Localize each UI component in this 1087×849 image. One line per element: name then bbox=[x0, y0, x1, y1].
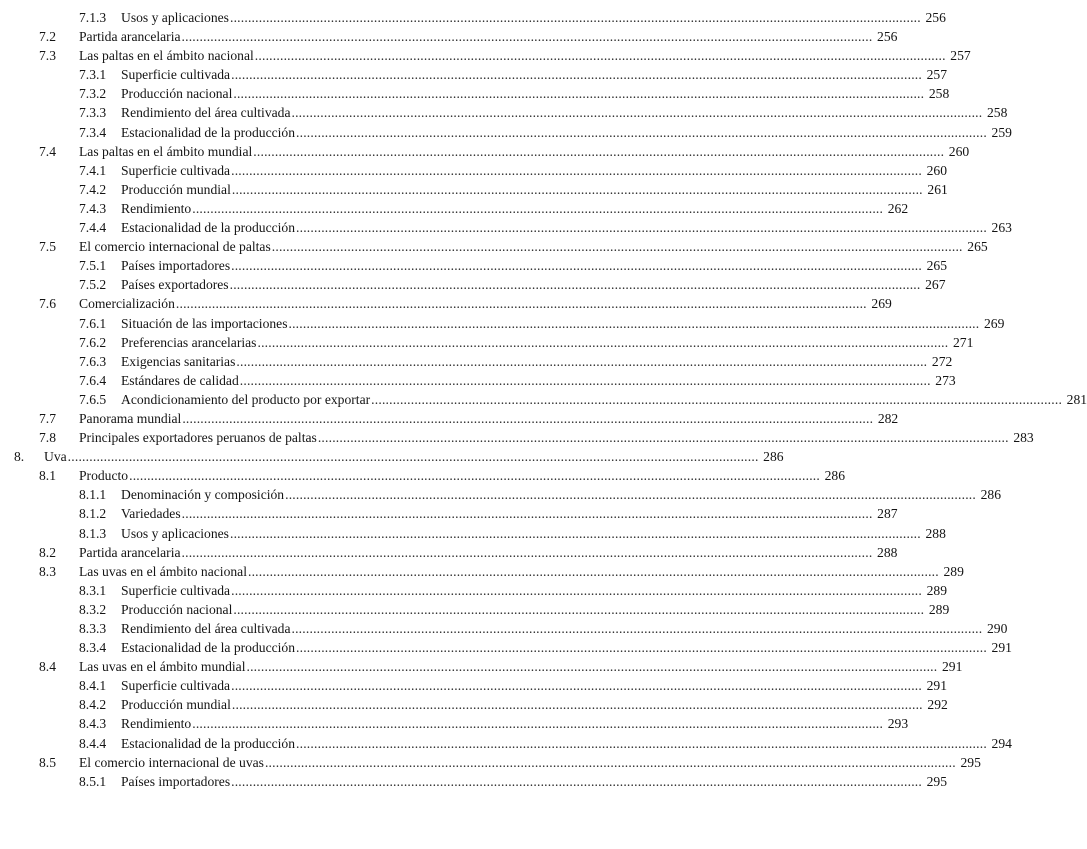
section-title: El comercio internacional de uvas bbox=[79, 754, 264, 770]
toc-entry bbox=[0, 275, 946, 294]
dot-leader bbox=[182, 543, 873, 562]
toc-entry bbox=[0, 638, 1012, 657]
page-number: 257 bbox=[950, 48, 971, 64]
toc-entry bbox=[0, 65, 947, 84]
dot-leader bbox=[230, 8, 921, 27]
section-number: 8.4.3 bbox=[79, 716, 107, 732]
dot-leader bbox=[182, 409, 873, 428]
section-number: 7.4.1 bbox=[79, 162, 107, 178]
toc-entry bbox=[0, 123, 1012, 142]
section-title: Usos y aplicaciones bbox=[121, 525, 229, 541]
dot-leader bbox=[231, 256, 922, 275]
section-number: 7.3.4 bbox=[79, 124, 107, 140]
section-title: Superficie cultivada bbox=[121, 678, 231, 694]
page-number: 260 bbox=[926, 162, 947, 178]
dot-leader bbox=[233, 600, 924, 619]
section-number: 7.6.5 bbox=[79, 391, 107, 407]
toc-entry bbox=[0, 562, 964, 581]
dot-leader bbox=[291, 103, 982, 122]
dot-leader bbox=[288, 314, 979, 333]
toc-entry bbox=[0, 504, 898, 523]
dot-leader bbox=[285, 485, 976, 504]
section-title: Países importadores bbox=[121, 258, 231, 274]
page-number: 259 bbox=[991, 124, 1012, 140]
section-title: Las uvas en el ámbito nacional bbox=[79, 563, 247, 579]
table-of-contents bbox=[0, 8, 1087, 791]
section-title: Situación de las importaciones bbox=[121, 315, 288, 331]
toc-entry bbox=[0, 371, 956, 390]
section-number: 8. bbox=[14, 449, 25, 465]
dot-leader bbox=[296, 638, 987, 657]
section-title: Uva bbox=[44, 449, 67, 465]
toc-entry bbox=[0, 657, 963, 676]
page-number: 283 bbox=[1013, 430, 1034, 446]
page-number: 258 bbox=[987, 105, 1008, 121]
toc-entry bbox=[0, 695, 948, 714]
toc-entry bbox=[0, 772, 948, 791]
section-number: 8.4.4 bbox=[79, 735, 107, 751]
page-number: 265 bbox=[926, 258, 948, 274]
section-title: Producto bbox=[79, 468, 129, 484]
page-number: 282 bbox=[877, 410, 899, 426]
toc-entry bbox=[0, 180, 948, 199]
section-title: Rendimiento bbox=[121, 716, 192, 732]
page-number: 293 bbox=[887, 716, 909, 732]
dot-leader bbox=[248, 562, 939, 581]
section-title: Partida arancelaria bbox=[79, 544, 181, 560]
section-number: 7.6.4 bbox=[79, 372, 107, 388]
section-number: 7.8 bbox=[39, 430, 56, 446]
page-number: 289 bbox=[928, 601, 950, 617]
dot-leader bbox=[318, 428, 1009, 447]
section-title: Producción mundial bbox=[121, 181, 231, 197]
toc-entry bbox=[0, 314, 1005, 333]
page-number: 267 bbox=[925, 277, 946, 293]
section-title: Superficie cultivada bbox=[121, 162, 231, 178]
dot-leader bbox=[232, 180, 923, 199]
section-title: Países importadores bbox=[121, 773, 231, 789]
page-number: 260 bbox=[948, 143, 970, 159]
page-number: 291 bbox=[926, 678, 947, 694]
section-number: 7.3.2 bbox=[79, 86, 107, 102]
toc-entry bbox=[0, 390, 1087, 409]
section-number: 7.1.3 bbox=[79, 10, 107, 25]
page-number: 272 bbox=[931, 353, 953, 369]
toc-entry bbox=[0, 46, 971, 65]
section-number: 8.3.1 bbox=[79, 582, 107, 598]
section-number: 7.2 bbox=[39, 29, 56, 45]
section-title: Usos y aplicaciones bbox=[121, 10, 229, 25]
section-number: 8.1 bbox=[39, 468, 56, 484]
page-number: 269 bbox=[984, 315, 1005, 331]
section-number: 7.4.2 bbox=[79, 181, 107, 197]
section-title: Producción nacional bbox=[121, 601, 233, 617]
dot-leader bbox=[272, 237, 963, 256]
dot-leader bbox=[192, 714, 883, 733]
section-title: Acondicionamiento del producto por exportar bbox=[121, 391, 371, 407]
section-number: 8.3.3 bbox=[79, 621, 107, 636]
dot-leader bbox=[182, 27, 873, 46]
section-title: Países exportadores bbox=[121, 277, 229, 293]
section-number: 8.5 bbox=[39, 754, 56, 770]
section-number: 8.4.1 bbox=[79, 678, 107, 694]
section-number: 8.1.3 bbox=[79, 525, 107, 541]
page-number: 287 bbox=[877, 506, 898, 522]
section-number: 7.5.1 bbox=[79, 258, 107, 274]
section-number: 7.7 bbox=[39, 410, 56, 426]
section-title: Las uvas en el ámbito mundial bbox=[79, 659, 246, 675]
section-number: 7.6.3 bbox=[79, 353, 107, 369]
page-number: 292 bbox=[927, 697, 948, 713]
dot-leader bbox=[230, 524, 921, 543]
section-title: El comercio internacional de paltas bbox=[79, 239, 271, 255]
page-number: 286 bbox=[763, 449, 784, 465]
section-number: 8.5.1 bbox=[79, 773, 107, 789]
section-number: 7.6.1 bbox=[79, 315, 107, 331]
page-number: 291 bbox=[942, 659, 963, 675]
page-number: 288 bbox=[877, 544, 898, 560]
section-title: Estacionalidad de la producción bbox=[121, 220, 296, 236]
page-number: 290 bbox=[987, 621, 1008, 636]
toc-entry bbox=[0, 333, 974, 352]
dot-leader bbox=[182, 504, 873, 523]
section-number: 8.3.4 bbox=[79, 640, 107, 656]
dot-leader bbox=[296, 734, 987, 753]
section-title: Superficie cultivada bbox=[121, 67, 231, 83]
section-title: Las paltas en el ámbito nacional bbox=[79, 48, 254, 64]
toc-entry bbox=[0, 753, 981, 772]
dot-leader bbox=[231, 676, 922, 695]
toc-entry bbox=[0, 256, 948, 275]
page-number: 273 bbox=[935, 372, 956, 388]
section-title: Estacionalidad de la producción bbox=[121, 640, 296, 656]
dot-leader bbox=[230, 275, 921, 294]
section-title: Rendimiento bbox=[121, 200, 192, 216]
dot-leader bbox=[233, 84, 924, 103]
page-number: 294 bbox=[991, 735, 1012, 751]
toc-entry bbox=[0, 161, 947, 180]
section-title: Producción nacional bbox=[121, 86, 233, 102]
dot-leader bbox=[231, 65, 922, 84]
dot-leader bbox=[296, 123, 987, 142]
dot-leader bbox=[253, 142, 944, 161]
toc-entry bbox=[0, 294, 892, 313]
toc-entry bbox=[0, 8, 946, 27]
section-number: 7.4.4 bbox=[79, 220, 107, 236]
page-number: 257 bbox=[926, 67, 947, 83]
toc-entry bbox=[0, 543, 898, 562]
section-title: Rendimiento del área cultivada bbox=[121, 105, 291, 121]
dot-leader bbox=[246, 657, 937, 676]
toc-entry bbox=[0, 142, 970, 161]
page-number: 269 bbox=[871, 296, 892, 312]
dot-leader bbox=[291, 619, 982, 638]
page-number: 281 bbox=[1066, 391, 1087, 407]
page-number: 288 bbox=[925, 525, 946, 541]
dot-leader bbox=[257, 333, 948, 352]
section-title: Panorama mundial bbox=[79, 410, 182, 426]
section-number: 8.1.2 bbox=[79, 506, 107, 522]
dot-leader bbox=[371, 390, 1062, 409]
page-number: 256 bbox=[925, 10, 946, 25]
page-number: 291 bbox=[991, 640, 1012, 656]
toc-entry bbox=[0, 27, 898, 46]
page-number: 263 bbox=[991, 220, 1012, 236]
section-number: 8.4 bbox=[39, 659, 56, 675]
page-number: 295 bbox=[926, 773, 948, 789]
section-number: 8.3.2 bbox=[79, 601, 107, 617]
toc-entry bbox=[0, 676, 947, 695]
section-number: 8.4.2 bbox=[79, 697, 107, 713]
section-number: 7.3.3 bbox=[79, 105, 107, 121]
toc-entry bbox=[0, 84, 950, 103]
section-number: 7.3 bbox=[39, 48, 56, 64]
section-number: 8.2 bbox=[39, 544, 56, 560]
section-title: Partida arancelaria bbox=[79, 29, 181, 45]
section-number: 7.6 bbox=[39, 296, 56, 312]
toc-entry bbox=[0, 409, 899, 428]
dot-leader bbox=[231, 772, 922, 791]
section-title: Denominación y composición bbox=[121, 487, 285, 503]
dot-leader bbox=[255, 46, 946, 65]
dot-leader bbox=[129, 466, 820, 485]
dot-leader bbox=[231, 161, 922, 180]
page-number: 256 bbox=[877, 29, 898, 45]
dot-leader bbox=[232, 695, 923, 714]
page-number: 289 bbox=[926, 582, 947, 598]
section-number: 8.1.1 bbox=[79, 487, 107, 503]
toc-entry bbox=[0, 485, 1001, 504]
toc-entry bbox=[0, 466, 845, 485]
page-number: 258 bbox=[928, 86, 950, 102]
page-number: 286 bbox=[980, 487, 1001, 503]
toc-entry bbox=[0, 581, 947, 600]
dot-leader bbox=[236, 352, 927, 371]
section-title: Exigencias sanitarias bbox=[121, 353, 236, 369]
section-title: Producción mundial bbox=[121, 697, 231, 713]
page-number: 261 bbox=[927, 181, 948, 197]
page-number: 271 bbox=[952, 334, 974, 350]
section-number: 7.4 bbox=[39, 143, 56, 159]
toc-entry bbox=[0, 103, 1008, 122]
section-title: Principales exportadores peruanos de paltas bbox=[79, 430, 317, 446]
dot-leader bbox=[265, 753, 956, 772]
toc-entry bbox=[0, 237, 988, 256]
toc-entry bbox=[0, 352, 953, 371]
toc-entry bbox=[0, 447, 784, 466]
toc-entry bbox=[0, 600, 950, 619]
section-number: 7.4.3 bbox=[79, 200, 107, 216]
section-title: Estándares de calidad bbox=[121, 372, 239, 388]
section-number: 7.5.2 bbox=[79, 277, 107, 293]
page-number: 295 bbox=[960, 754, 981, 770]
section-number: 7.6.2 bbox=[79, 334, 107, 350]
dot-leader bbox=[68, 447, 759, 466]
toc-entry bbox=[0, 714, 909, 733]
section-title: Las paltas en el ámbito mundial bbox=[79, 143, 253, 159]
dot-leader bbox=[192, 199, 883, 218]
section-title: Rendimiento del área cultivada bbox=[121, 621, 291, 636]
page-number: 265 bbox=[967, 239, 988, 255]
section-title: Estacionalidad de la producción bbox=[121, 124, 296, 140]
section-title: Preferencias arancelarias bbox=[121, 334, 257, 350]
section-number: 7.5 bbox=[39, 239, 56, 255]
section-title: Comercialización bbox=[79, 296, 175, 312]
section-title: Variedades bbox=[121, 506, 181, 522]
toc-entry bbox=[0, 428, 1034, 447]
toc-entry bbox=[0, 524, 946, 543]
toc-entry bbox=[0, 619, 1008, 638]
page-number: 262 bbox=[887, 200, 909, 216]
section-title: Superficie cultivada bbox=[121, 582, 231, 598]
dot-leader bbox=[176, 294, 867, 313]
toc-entry bbox=[0, 734, 1012, 753]
dot-leader bbox=[296, 218, 987, 237]
page-number: 289 bbox=[943, 563, 964, 579]
section-number: 7.3.1 bbox=[79, 67, 107, 83]
section-title: Estacionalidad de la producción bbox=[121, 735, 296, 751]
toc-entry bbox=[0, 218, 1012, 237]
dot-leader bbox=[231, 581, 922, 600]
toc-entry bbox=[0, 199, 909, 218]
section-number: 8.3 bbox=[39, 563, 56, 579]
dot-leader bbox=[240, 371, 931, 390]
page-number: 286 bbox=[824, 468, 845, 484]
